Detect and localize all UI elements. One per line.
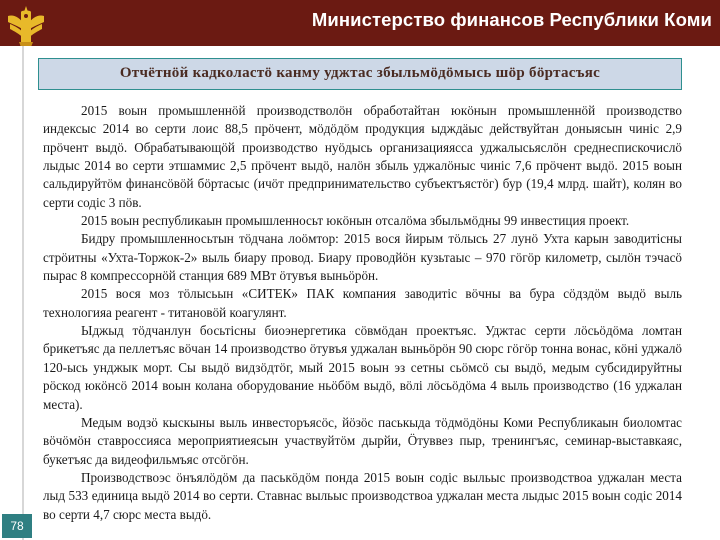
paragraph: 2015 вося моз тӧлысьын «СИТЕК» ПАК компания заводитіс вӧчны ва бура сӧдздӧм выдӧ выль технологияа реагент - титановӧй коагулянт. xyxy=(43,286,682,320)
rail-divider xyxy=(22,46,24,540)
page-number-badge: 78 xyxy=(2,514,32,538)
header-bar xyxy=(0,0,720,46)
paragraph: 2015 воын промышленнӧй производстволӧн обработайтан юкӧнын промышленнӧй производство индексыс 2014 во серти лоис 88,5 прӧчент, мӧдӧдӧм продукция ыдждӓыс действуйтан доныясын чиніс 2,9 прӧчент выдӧ. Обрабатывающӧй производство нуӧдысь организацияясса уджалысьяслӧн среднеспискочислӧ лыдыс 2014 во серти этшаммис 2,5 прӧчент выдӧ, налӧн збыль уджалӧныс чиніс 7,6 прӧчент выдӧ. 2015 воын сальдируйтӧм финансӧвӧй бӧртасыс (ичӧт предпринимательство субъектъястӧг) бур (19,4 млрд. шайт), колян во серти содіс 3 пӧв. xyxy=(43,103,682,210)
paragraph: Ыджыд тӧдчанлун босьтісны биоэнергетика сӧвмӧдан проектъяс. Уджтас серти лӧсьӧдӧма ломтан брикетъяс да пеллетъяс вӧчан 14 производство ӧтувъя уджалан выньӧрӧн 90 сюрс гӧгӧр тонна вонас, кӧні уджалӧ 120-ысь унджык морт. Сы выдӧ видзӧдтӧг, мый 2015 воын эз сетны сьӧмсӧ сы выдӧ, медым субсидируйтны рӧскод юкӧнсӧ 2014 воын колана оборудование ньӧбӧм выдӧ, вӧлі лӧсьӧдӧма 4 выль производство (16 уджалан места). xyxy=(43,323,682,412)
section-subtitle: Отчётнӧй кадколастӧ канму уджтас збыльмӧдӧмысь шӧр бӧртасъяс xyxy=(119,65,601,81)
paragraph: Производствоэс ӧнъялӧдӧм да паськӧдӧм понда 2015 воын содіс выльыс производствоа уджалан места лыд 533 единица выдӧ 2014 во серти. Ставнас выльыс производствоа уджалан места лыдыс 2015 воын содіс 2014 во серти 4,7 сюрс места выдӧ. xyxy=(43,469,682,522)
paragraph: 2015 воын республикаын промышленносьт юкӧнын отсалӧма збыльмӧдны 99 инвестиция проект. xyxy=(81,213,630,229)
body-text xyxy=(43,102,682,538)
section-subtitle-box xyxy=(38,58,682,90)
header-title: Министерство финансов Республики Коми xyxy=(311,9,712,30)
left-rail xyxy=(0,46,36,540)
paragraph: Медым водзӧ кыскыны выль инвесторъясӧс, йӧзӧс паськыда тӧдмӧдӧны Коми Республикаын биоломтас вӧчӧмӧн ставроссияса мероприятиеясын участвуйтӧм дырйи, Ӧтуввез пыр, тренингъяс, семинар-выставкаяс, букетъяс да видеофильмъяс отсӧгӧн. xyxy=(43,414,682,467)
paragraph: Бидру промышленносьтын тӧдчана лоӧмтор: 2015 вося йирым тӧлысь 27 лунӧ Ухта карын заводитісны стрӧитны «Ухта-Торжок-2» выль биару провод. Биару проводйӧн кузьтаыс – 970 гӧгӧр километр, сылӧн тэчасӧ пырас 8 компрессорнӧй станция 689 МВт ӧтувъя выньӧрӧн. xyxy=(43,231,682,284)
